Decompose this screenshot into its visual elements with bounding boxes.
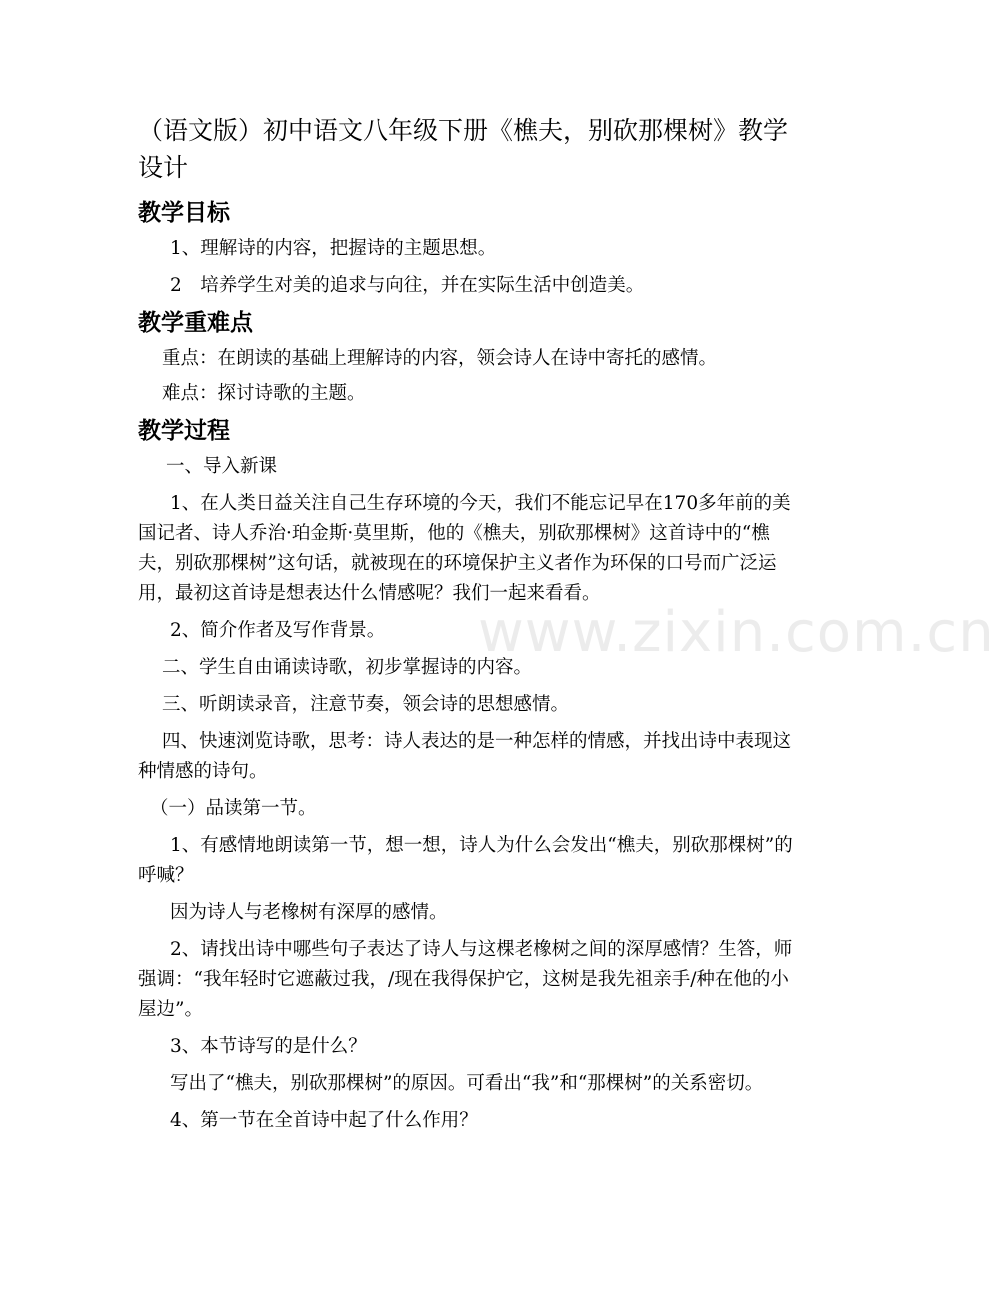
document-title: （语文版）初中语文八年级下册《樵夫，别砍那棵树》教学设计 <box>138 116 789 182</box>
key-point-item-2: 难点：探讨诗歌的主题。 <box>162 383 366 404</box>
process-paragraph-7: （一）品读第一节。 <box>150 798 317 819</box>
process-paragraph-1: 一、导入新课 <box>166 456 278 477</box>
key-point-item-1: 重点：在朗读的基础上理解诗的内容，领会诗人在诗中寄托的感情。 <box>162 348 718 369</box>
goal-item-1: 1、理解诗的内容，把握诗的主题思想。 <box>170 238 497 259</box>
process-paragraph-8: 1、有感情地朗读第一节，想一想，诗人为什么会发出“樵夫，别砍那棵树”的呼喊？ <box>138 835 793 886</box>
section-heading-key-points: 教学重难点 <box>138 310 253 336</box>
process-paragraph-11: 3、本节诗写的是什么？ <box>170 1036 367 1057</box>
process-paragraph-13: 4、第一节在全首诗中起了什么作用？ <box>170 1110 478 1131</box>
process-paragraph-9: 因为诗人与老橡树有深厚的感情。 <box>170 902 448 923</box>
process-paragraph-2: 1、在人类日益关注自己生存环境的今天，我们不能忘记早在170多年前的美国记者、诗人乔治·珀金斯·莫里斯，他的《樵夫，别砍那棵树》这首诗中的“樵夫，别砍那棵树”这句话，就被现在的环境保护主义者作为环保的口号而广泛运用，最初这首诗是想表达什么情感呢？我们一起来看看。 <box>138 493 791 604</box>
process-paragraph-6: 四、快速浏览诗歌，思考：诗人表达的是一种怎样的情感，并找出诗中表现这种情感的诗句。 <box>138 731 792 782</box>
process-paragraph-12: 写出了“樵夫，别砍那棵树”的原因。可看出“我”和“那棵树”的关系密切。 <box>170 1073 764 1094</box>
watermark: www.zixin.com.cn <box>478 600 995 665</box>
process-paragraph-10: 2、请找出诗中哪些句子表达了诗人与这棵老橡树之间的深厚感情？生答，师强调：“我年轻时它遮蔽过我，/现在我得保护它，这树是我先祖亲手/种在他的小屋边”。 <box>138 939 793 1020</box>
process-paragraph-3: 2、简介作者及写作背景。 <box>170 620 386 641</box>
section-heading-goals: 教学目标 <box>138 200 230 226</box>
goal-item-2: 2 培养学生对美的追求与向往，并在实际生活中创造美。 <box>170 275 645 296</box>
section-heading-process: 教学过程 <box>138 418 230 444</box>
process-paragraph-5: 三、听朗读录音，注意节奏，领会诗的思想感情。 <box>162 694 570 715</box>
document-body <box>138 112 798 1143</box>
process-paragraph-4: 二、学生自由诵读诗歌，初步掌握诗的内容。 <box>162 657 533 678</box>
